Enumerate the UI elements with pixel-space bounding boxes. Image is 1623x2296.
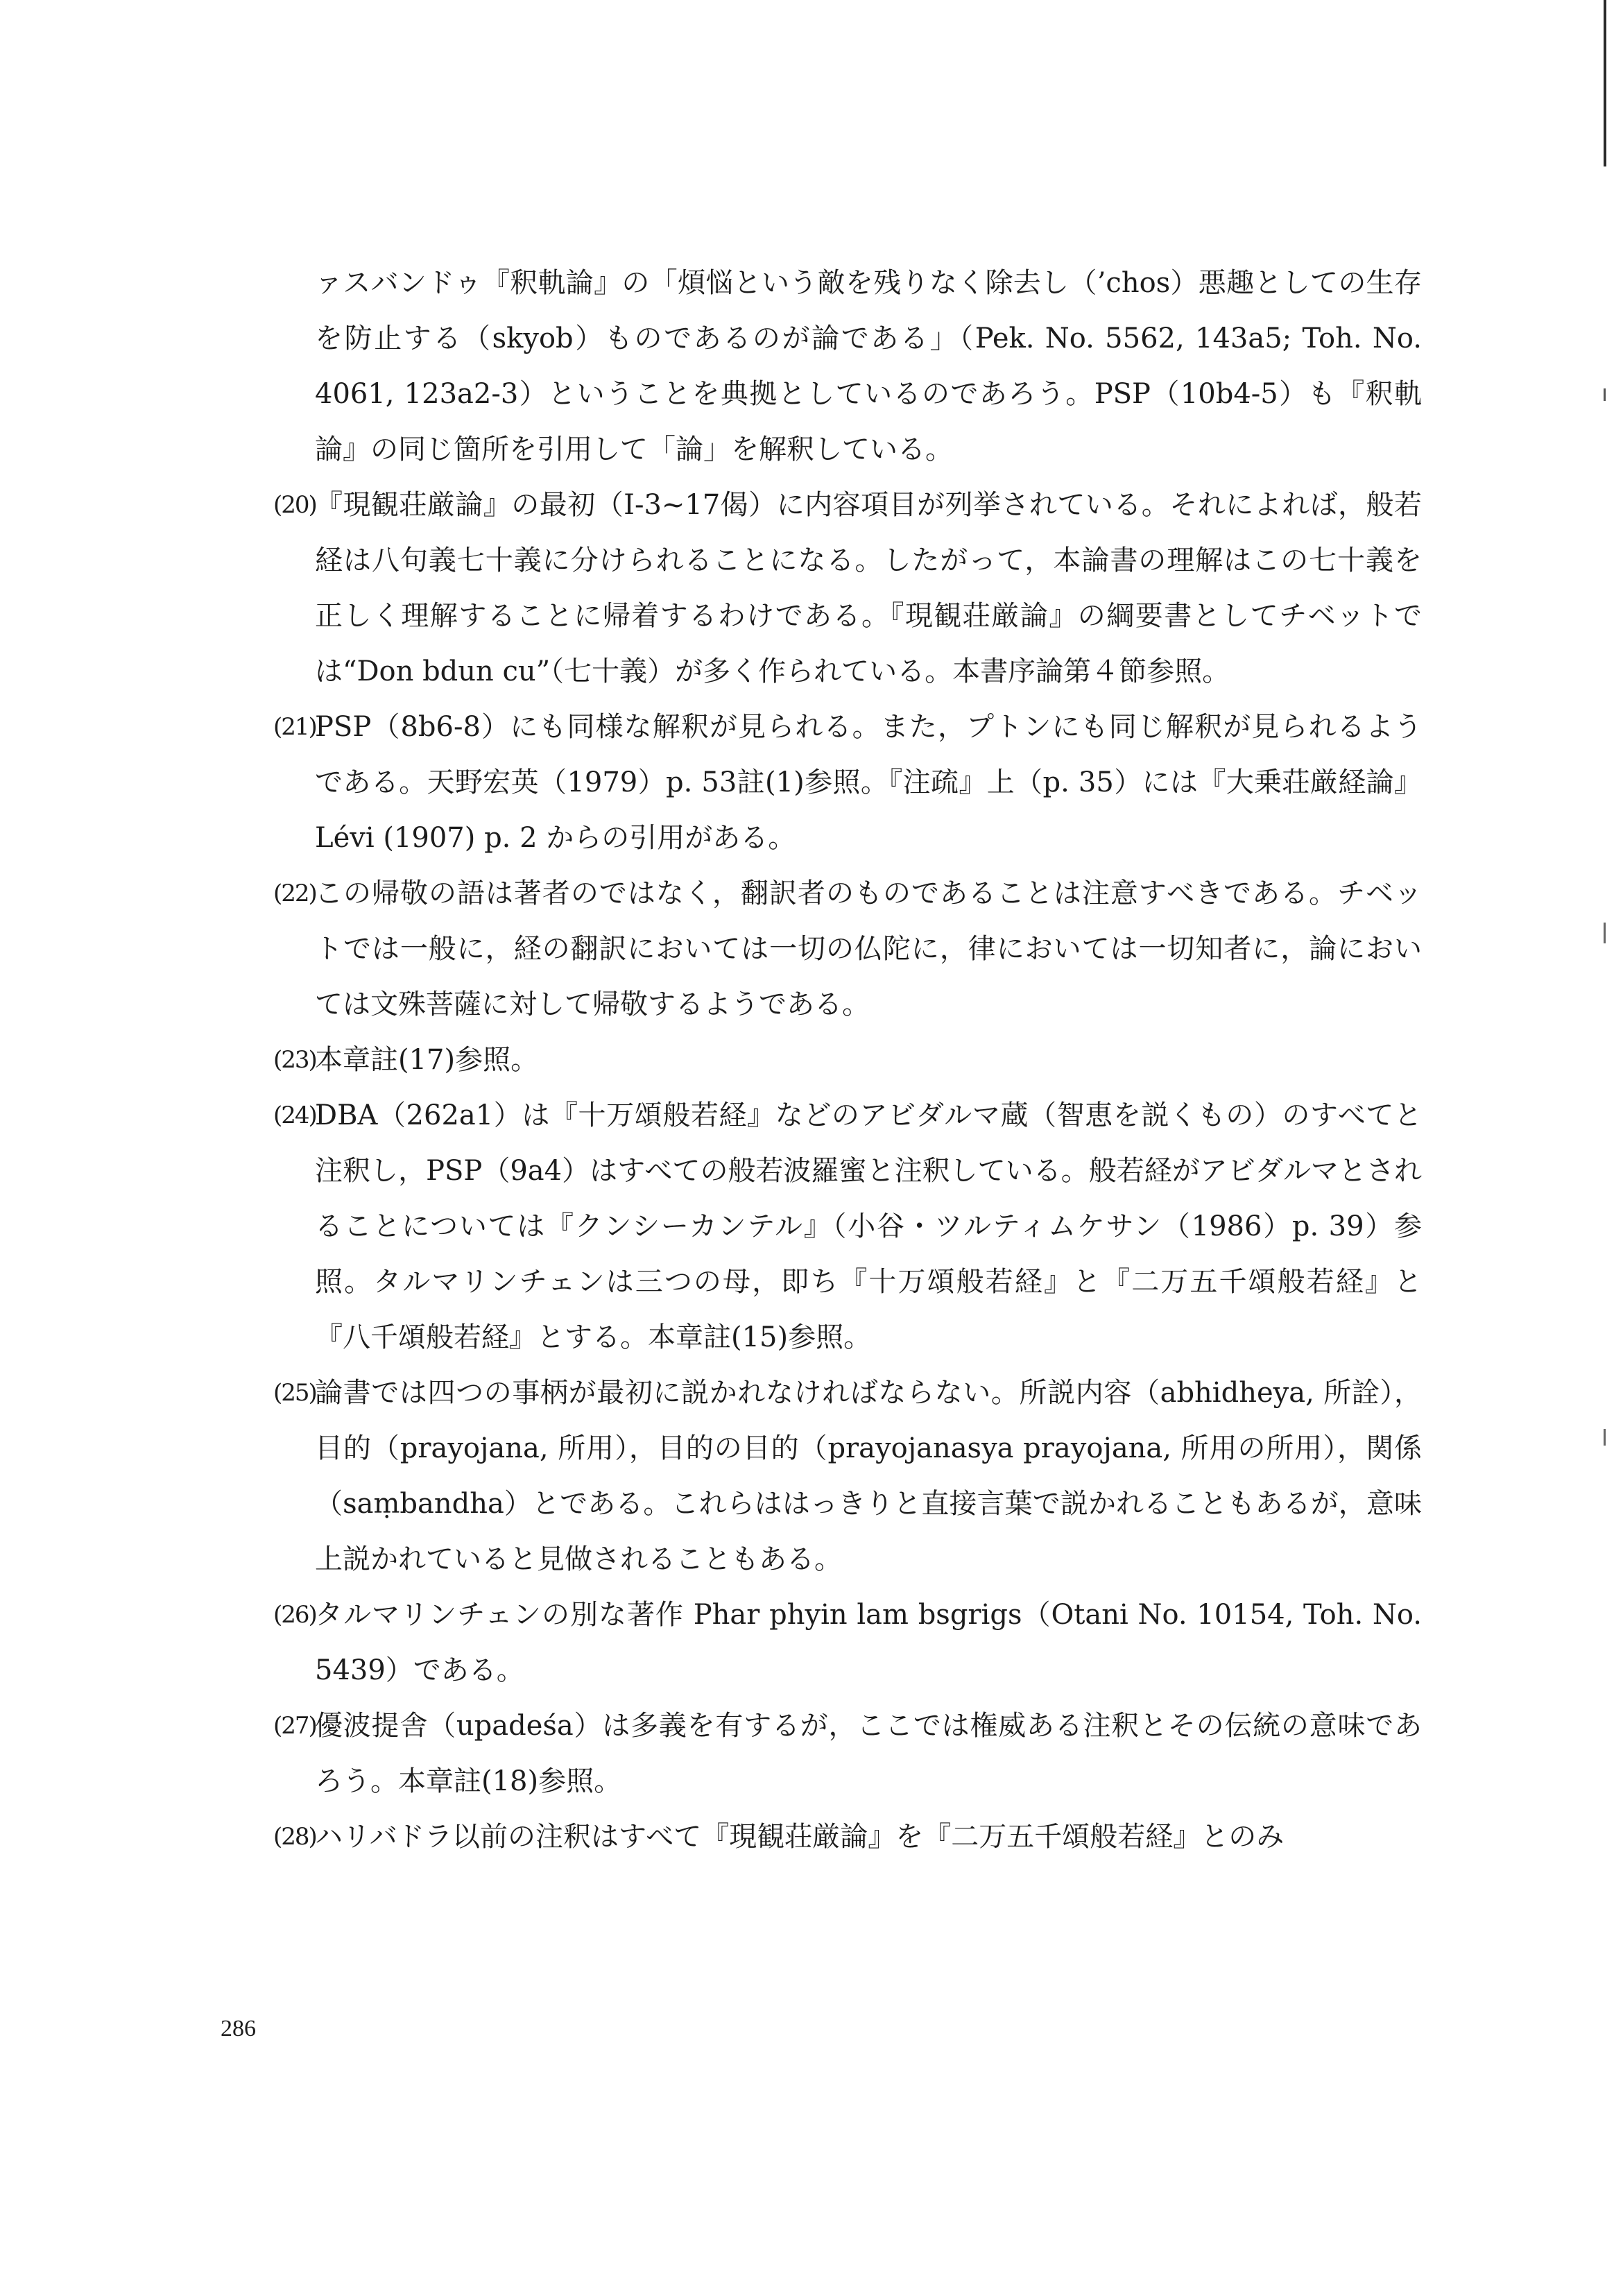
- page-number: 286: [221, 2016, 256, 2041]
- footnote-21: [273, 699, 1422, 866]
- footnote-number: (27): [273, 1712, 316, 1740]
- footnote-text: この帰敬の語は著者のではなく，翻訳者のものであることは注意すべきである。チベットでは一般に，経の翻訳においては一切の仏陀に，律においては一切知者に，論においては文殊菩薩に対して帰敬するようである。: [315, 877, 1422, 1020]
- footnote-27: [273, 1698, 1422, 1809]
- footnote-22: [273, 866, 1422, 1032]
- footnote-23: [273, 1032, 1422, 1088]
- footnote-number: (23): [273, 1046, 316, 1074]
- footnote-text: 優波提舎（upadeśa）は多義を有するが，ここでは権威ある注釈とその伝統の意味であろう。本章註(18)参照。: [315, 1710, 1422, 1797]
- footnote-text: DBA（262a1）は『十万頌般若経』などのアビダルマ蔵（智恵を説くもの）のすべてと注釈し，PSP（9a4）はすべての般若波羅蜜と注釈している。般若経がアビダルマとされることについては『クンシーカンテル』（小谷・ツルティムケサン（1986）p. 39）参照。タルマリンチェンは三つの母，即ち『十万頌般若経』と『二万五千頌般若経』と『八千頌般若経』とする。本章註(15)参照。: [315, 1099, 1422, 1353]
- footnote-text: ハリバドラ以前の注釈はすべて『現観荘厳論』を『二万五千頌般若経』とのみ: [315, 1821, 1285, 1853]
- footnote-number: (26): [273, 1601, 316, 1629]
- footnote-text: 本章註(17)参照。: [315, 1044, 539, 1076]
- notes-body: [273, 255, 1422, 1865]
- scan-edge-mark: [1604, 388, 1606, 401]
- footnote-number: (21): [273, 713, 316, 741]
- footnote-24: [273, 1088, 1422, 1365]
- footnote-25: [273, 1365, 1422, 1587]
- footnote-number: (20): [273, 491, 316, 519]
- footnote-number: (24): [273, 1102, 316, 1129]
- footnote-text: PSP（8b6-8）にも同様な解釈が見られる。また，プトンにも同じ解釈が見られるようである。天野宏英（1979）p. 53註(1)参照。『注疏』上（p. 35）には『大乗荘厳経論』Lévi (1907) p. 2 からの引用がある。: [315, 711, 1422, 854]
- footnote-26: [273, 1587, 1422, 1698]
- footnote-number: (25): [273, 1379, 316, 1407]
- scan-edge-mark: [1604, 0, 1606, 166]
- footnote-20: [273, 477, 1422, 699]
- scan-edge-mark: [1604, 1429, 1606, 1446]
- footnote-number: (28): [273, 1823, 316, 1851]
- footnote-text: タルマリンチェンの別な著作 Phar phyin lam bsgrigs（Otani No. 10154, Toh. No. 5439）である。: [315, 1599, 1422, 1686]
- footnote-text: 論書では四つの事柄が最初に説かれなければならない。所説内容（abhidheya, 所詮），目的（prayojana, 所用），目的の目的（prayojanasya prayojana, 所用の所用），関係（saṃbandha）とである。これらははっきりと直接言葉で説かれることもあるが，意味上説かれていると見做されることもある。: [315, 1377, 1422, 1575]
- footnote-28: [273, 1809, 1422, 1865]
- footnote-number: (22): [273, 880, 316, 907]
- footnote-text: 『現観荘厳論』の最初（I-3~17偈）に内容項目が列挙されている。それによれば，般若経は八句義七十義に分けられることになる。したがって，本論書の理解はこの七十義を正しく理解することに帰着するわけである。『現観荘厳論』の綱要書としてチベットでは“Don bdun cu”（七十義）が多く作られている。本書序論第４節参照。: [315, 489, 1422, 687]
- intro-paragraph: ァスバンドゥ『釈軌論』の「煩悩という敵を残りなく除去し（’chos）悪趣としての生存を防止する（skyob）ものであるのが論である」（Pek. No. 5562, 143a5; Toh. No. 4061, 123a2-3）ということを典拠としているのであろう。PSP（10b4-5）も『釈軌論』の同じ箇所を引用して「論」を解釈している。: [315, 267, 1422, 465]
- scan-edge-mark: [1604, 923, 1606, 943]
